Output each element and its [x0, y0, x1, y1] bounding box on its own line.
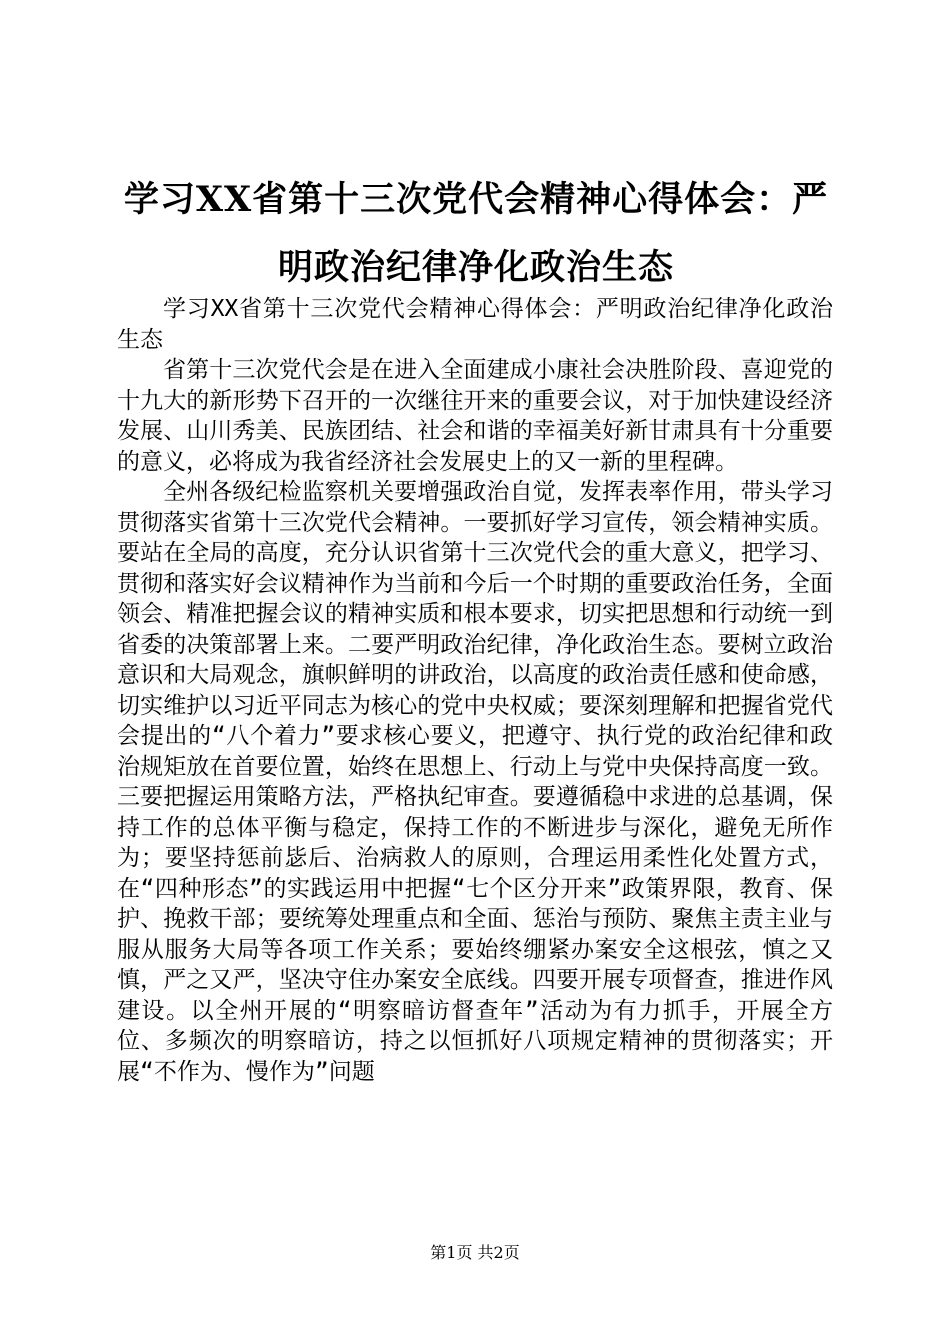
page-footer: 第1页 共2页	[430, 1243, 520, 1262]
document-body	[117, 294, 833, 1087]
paragraph-subtitle: 学习XX省第十三次党代会精神心得体会：严明政治纪律净化政治生态	[117, 296, 833, 353]
document-title: 学习XX省第十三次党代会精神心得体会：严明政治纪律净化政治生态	[123, 179, 829, 288]
paragraph-main: 全州各级纪检监察机关要增强政治自觉，发挥表率作用，带头学习贯彻落实省第十三次党代会精神。一要抓好学习宣传，领会精神实质。要站在全局的高度，充分认识省第十三次党代会的重大意义，把学习、贯彻和落实好会议精神作为当前和今后一个时期的重要政治任务，全面领会、精准把握会议的精神实质和根本要求，切实把思想和行动统一到省委的决策部署上来。二要严明政治纪律，净化政治生态。要树立政治意识和大局观念，旗帜鲜明的讲政治，以高度的政治责任感和使命感，切实维护以习近平同志为核心的党中央权威；要深刻理解和把握省党代会提出的“八个着力”要求核心要义，把遵守、执行党的政治纪律和政治规矩放在首要位置，始终在思想上、行动上与党中央保持高度一致。三要把握运用策略方法，严格执纪审查。要遵循稳中求进的总基调，保持工作的总体平衡与稳定，保持工作的不断进步与深化，避免无所作为；要坚持惩前毖后、治病救人的原则，合理运用柔性化处置方式，在“四种形态”的实践运用中把握“七个区分开来”政策界限，教育、保护、挽救干部；要统筹处理重点和全面、惩治与预防、聚焦主责主业与服从服务大局等各项工作关系；要始终绷紧办案安全这根弦，慎之又慎，严之又严，坚决守住办案安全底线。四要开展专项督查，推进作风建设。以全州开展的“明察暗访督查年”活动为有力抓手，开展全方位、多频次的明察暗访，持之以恒抓好八项规定精神的贯彻落实；开展“不作为、慢作为”问题	[117, 479, 833, 1085]
paragraph-intro: 省第十三次党代会是在进入全面建成小康社会决胜阶段、喜迎党的十九大的新形势下召开的一次继往开来的重要会议，对于加快建设经济发展、山川秀美、民族团结、社会和谐的幸福美好新甘肃具有十分重要的意义，必将成为我省经济社会发展史上的又一新的里程碑。	[117, 357, 833, 475]
